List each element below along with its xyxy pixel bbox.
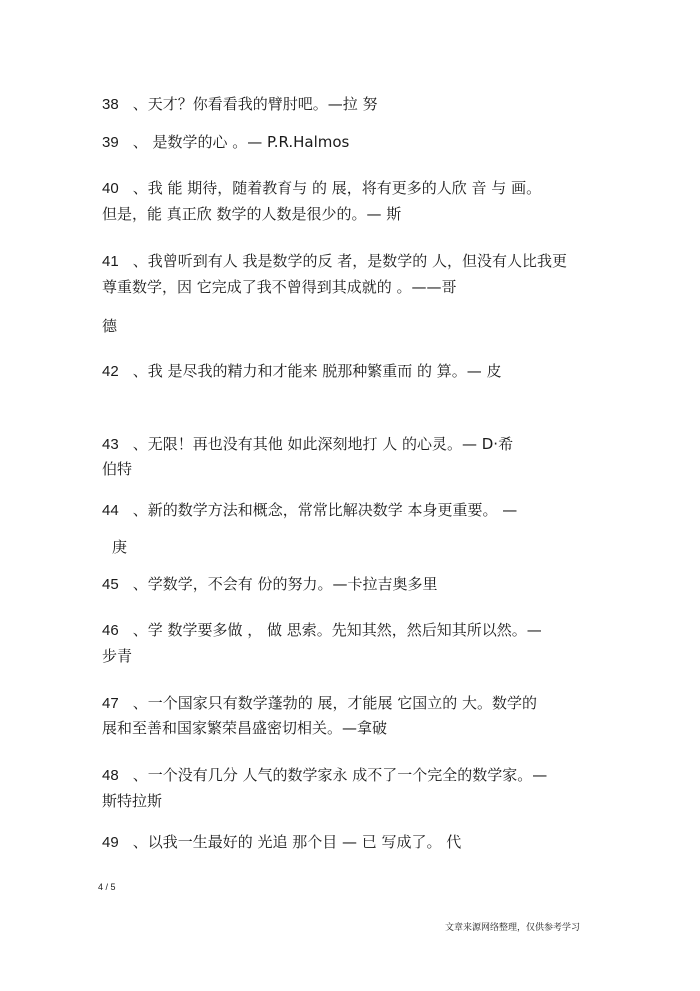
quote-48: [102, 766, 547, 785]
quote-38: [102, 95, 377, 114]
quote-text: 、我曾听到有人 我是数学的反 者，是数学的 人，但没有人比我更: [132, 252, 567, 270]
quote-number: 40: [102, 180, 119, 197]
quote-number: 44: [102, 502, 119, 519]
quote-39: [102, 133, 349, 152]
quote-number: 41: [102, 253, 119, 270]
quote-number: 49: [102, 834, 119, 851]
quote-text: 、一个没有几分 人气的数学家永 成不了一个完全的数学家。—: [132, 766, 548, 784]
quote-continuation: 步青: [102, 647, 133, 665]
quote-text: 、学数学，不会有 份的努力。—卡拉吉奥多里: [132, 575, 438, 593]
quote-continuation: 斯特拉斯: [102, 792, 163, 810]
quote-continuation: 庚: [112, 538, 128, 556]
quote-text: 、我 能 期待，随着教育与 的 展，将有更多的人欣 音 与 画。: [132, 179, 542, 197]
quote-40: [102, 179, 541, 198]
quote-number: 42: [102, 363, 119, 380]
quote-46: [102, 621, 542, 640]
quote-continuation: 但是，能 真正欣 数学的人数是很少的。— 斯: [102, 205, 402, 223]
quote-continuation: 德: [102, 317, 118, 335]
quote-text: 、我 是尽我的精力和才能来 脱那种繁重而 的 算。— 皮: [132, 362, 502, 380]
quote-text: 、新的数学方法和概念，常常比解决数学 本身更重要。 —: [132, 501, 518, 519]
quote-number: 38: [102, 96, 119, 113]
quote-text: 、天才？你看看我的臂肘吧。—拉 努: [132, 95, 378, 113]
quote-text: 、以我一生最好的 光追 那个目 — 已 写成了。 代: [132, 833, 462, 851]
quote-continuation: 尊重数学，因 它完成了我不曾得到其成就的 。——哥: [102, 278, 457, 296]
quote-42: [102, 362, 502, 381]
quote-text: 、 是数学的心 。— P.R.Halmos: [132, 133, 350, 151]
quote-45: [102, 575, 437, 594]
quote-text: 、一个国家只有数学蓬勃的 展，才能展 它国立的 大。数学的: [132, 694, 537, 712]
footer-note: 文章来源网络整理，仅供参考学习: [444, 923, 580, 933]
quote-number: 46: [102, 622, 119, 639]
quote-number: 48: [102, 767, 119, 784]
quote-text: 、无限！再也没有其他 如此深刻地打 人 的心灵。— D·希: [132, 435, 514, 453]
quote-text: 、学 数学要多做 ， 做 思索。先知其然，然后知其所以然。—: [132, 621, 542, 639]
quote-43: [102, 435, 513, 454]
quote-number: 45: [102, 576, 119, 593]
quote-number: 43: [102, 436, 119, 453]
quote-44: [102, 501, 517, 520]
quote-continuation: 展和至善和国家繁荣昌盛密切相关。—拿破: [102, 719, 388, 737]
quote-41: [102, 252, 567, 271]
quote-continuation: 伯特: [102, 460, 133, 478]
page-number: 4 / 5: [98, 882, 116, 892]
quote-number: 47: [102, 695, 119, 712]
quote-49: [102, 833, 461, 852]
quote-47: [102, 694, 537, 713]
quote-number: 39: [102, 134, 119, 151]
